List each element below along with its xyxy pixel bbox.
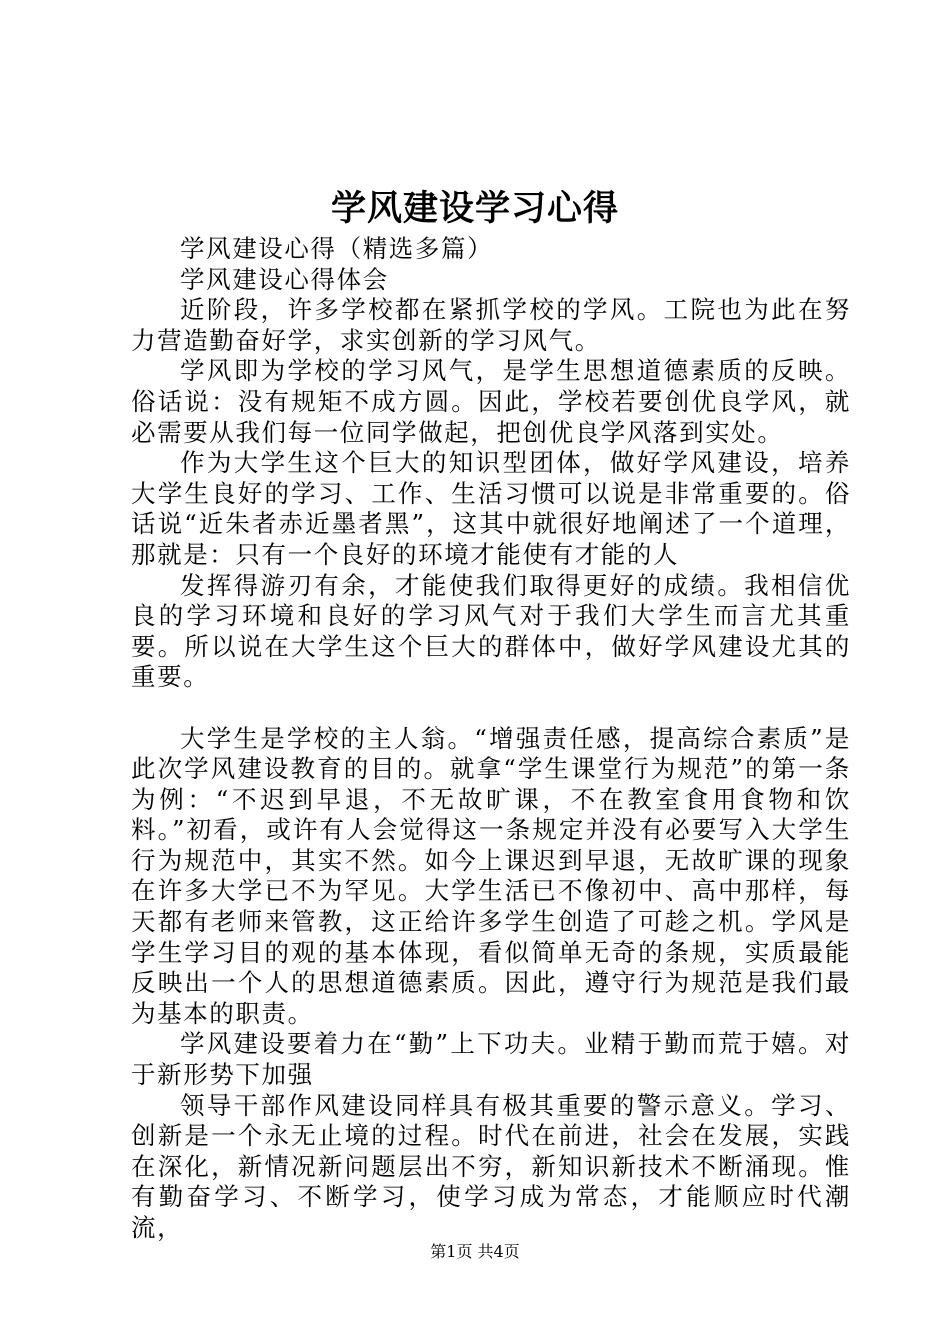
paragraph: 发挥得游刃有余，才能使我们取得更好的成绩。我相信优良的学习环境和良好的学习风气对于我们大学生而言尤其重要。所以说在大学生这个巨大的群体中，做好学风建设尤其的重要。 [131,570,851,692]
paragraph: 大学生是学校的主人翁。“增强责任感，提高综合素质”是此次学风建设教育的目的。就拿“学生课堂行为规范”的第一条为例：“不迟到早退，不无故旷课，不在教室食用食物和饮料。”初看，或许有人会觉得这一条规定并没有必要写入大学生行为规范中，其实不然。如今上课迟到早退，无故旷课的现象在许多大学已不为罕见。大学生活已不像初中、高中那样，每天都有老师来管教，这正给许多学生创造了可趁之机。学风是学生学习目的观的基本体现，看似简单无奇的条规，实质最能反映出一个人的思想道德素质。因此，遵守行为规范是我们最为基本的职责。 [131,723,851,1028]
document-title: 学风建设学习心得 [330,188,619,229]
paragraph-subtitle: 学风建设心得（精选多篇） [180,234,494,263]
paragraph: 作为大学生这个巨大的知识型团体，做好学风建设，培养大学生良好的学习、工作、生活习惯可以说是非常重要的。俗话说“近朱者赤近墨者黑”，这其中就很好地阐述了一个道理，那就是：只有一个良好的环境才能使有才能的人 [131,448,851,569]
page-number: 第1页 共4页 [430,1242,520,1261]
paragraph-heading: 学风建设心得体会 [180,264,389,294]
paragraph: 学风建设要着力在“勤”上下功夫。业精于勤而荒于嬉。对于新形势下加强 [131,1029,851,1090]
paragraph: 学风即为学校的学习风气，是学生思想道德素质的反映。俗话说：没有规矩不成方圆。因此，学校若要创优良学风，就必需要从我们每一位同学做起，把创优良学风落到实处。 [131,356,851,447]
paragraph: 近阶段，许多学校都在紧抓学校的学风。工院也为此在努力营造勤奋好学，求实创新的学习风气。 [131,295,851,355]
paragraph: 领导干部作风建设同样具有极其重要的警示意义。学习、创新是一个永无止境的过程。时代在前进，社会在发展，实践在深化，新情况新问题层出不穷，新知识新技术不断涌现。惟有勤奋学习、不断学习，使学习成为常态，才能顺应时代潮流， [131,1090,851,1242]
document-body [131,234,851,1244]
paragraph-spacer [131,693,851,724]
